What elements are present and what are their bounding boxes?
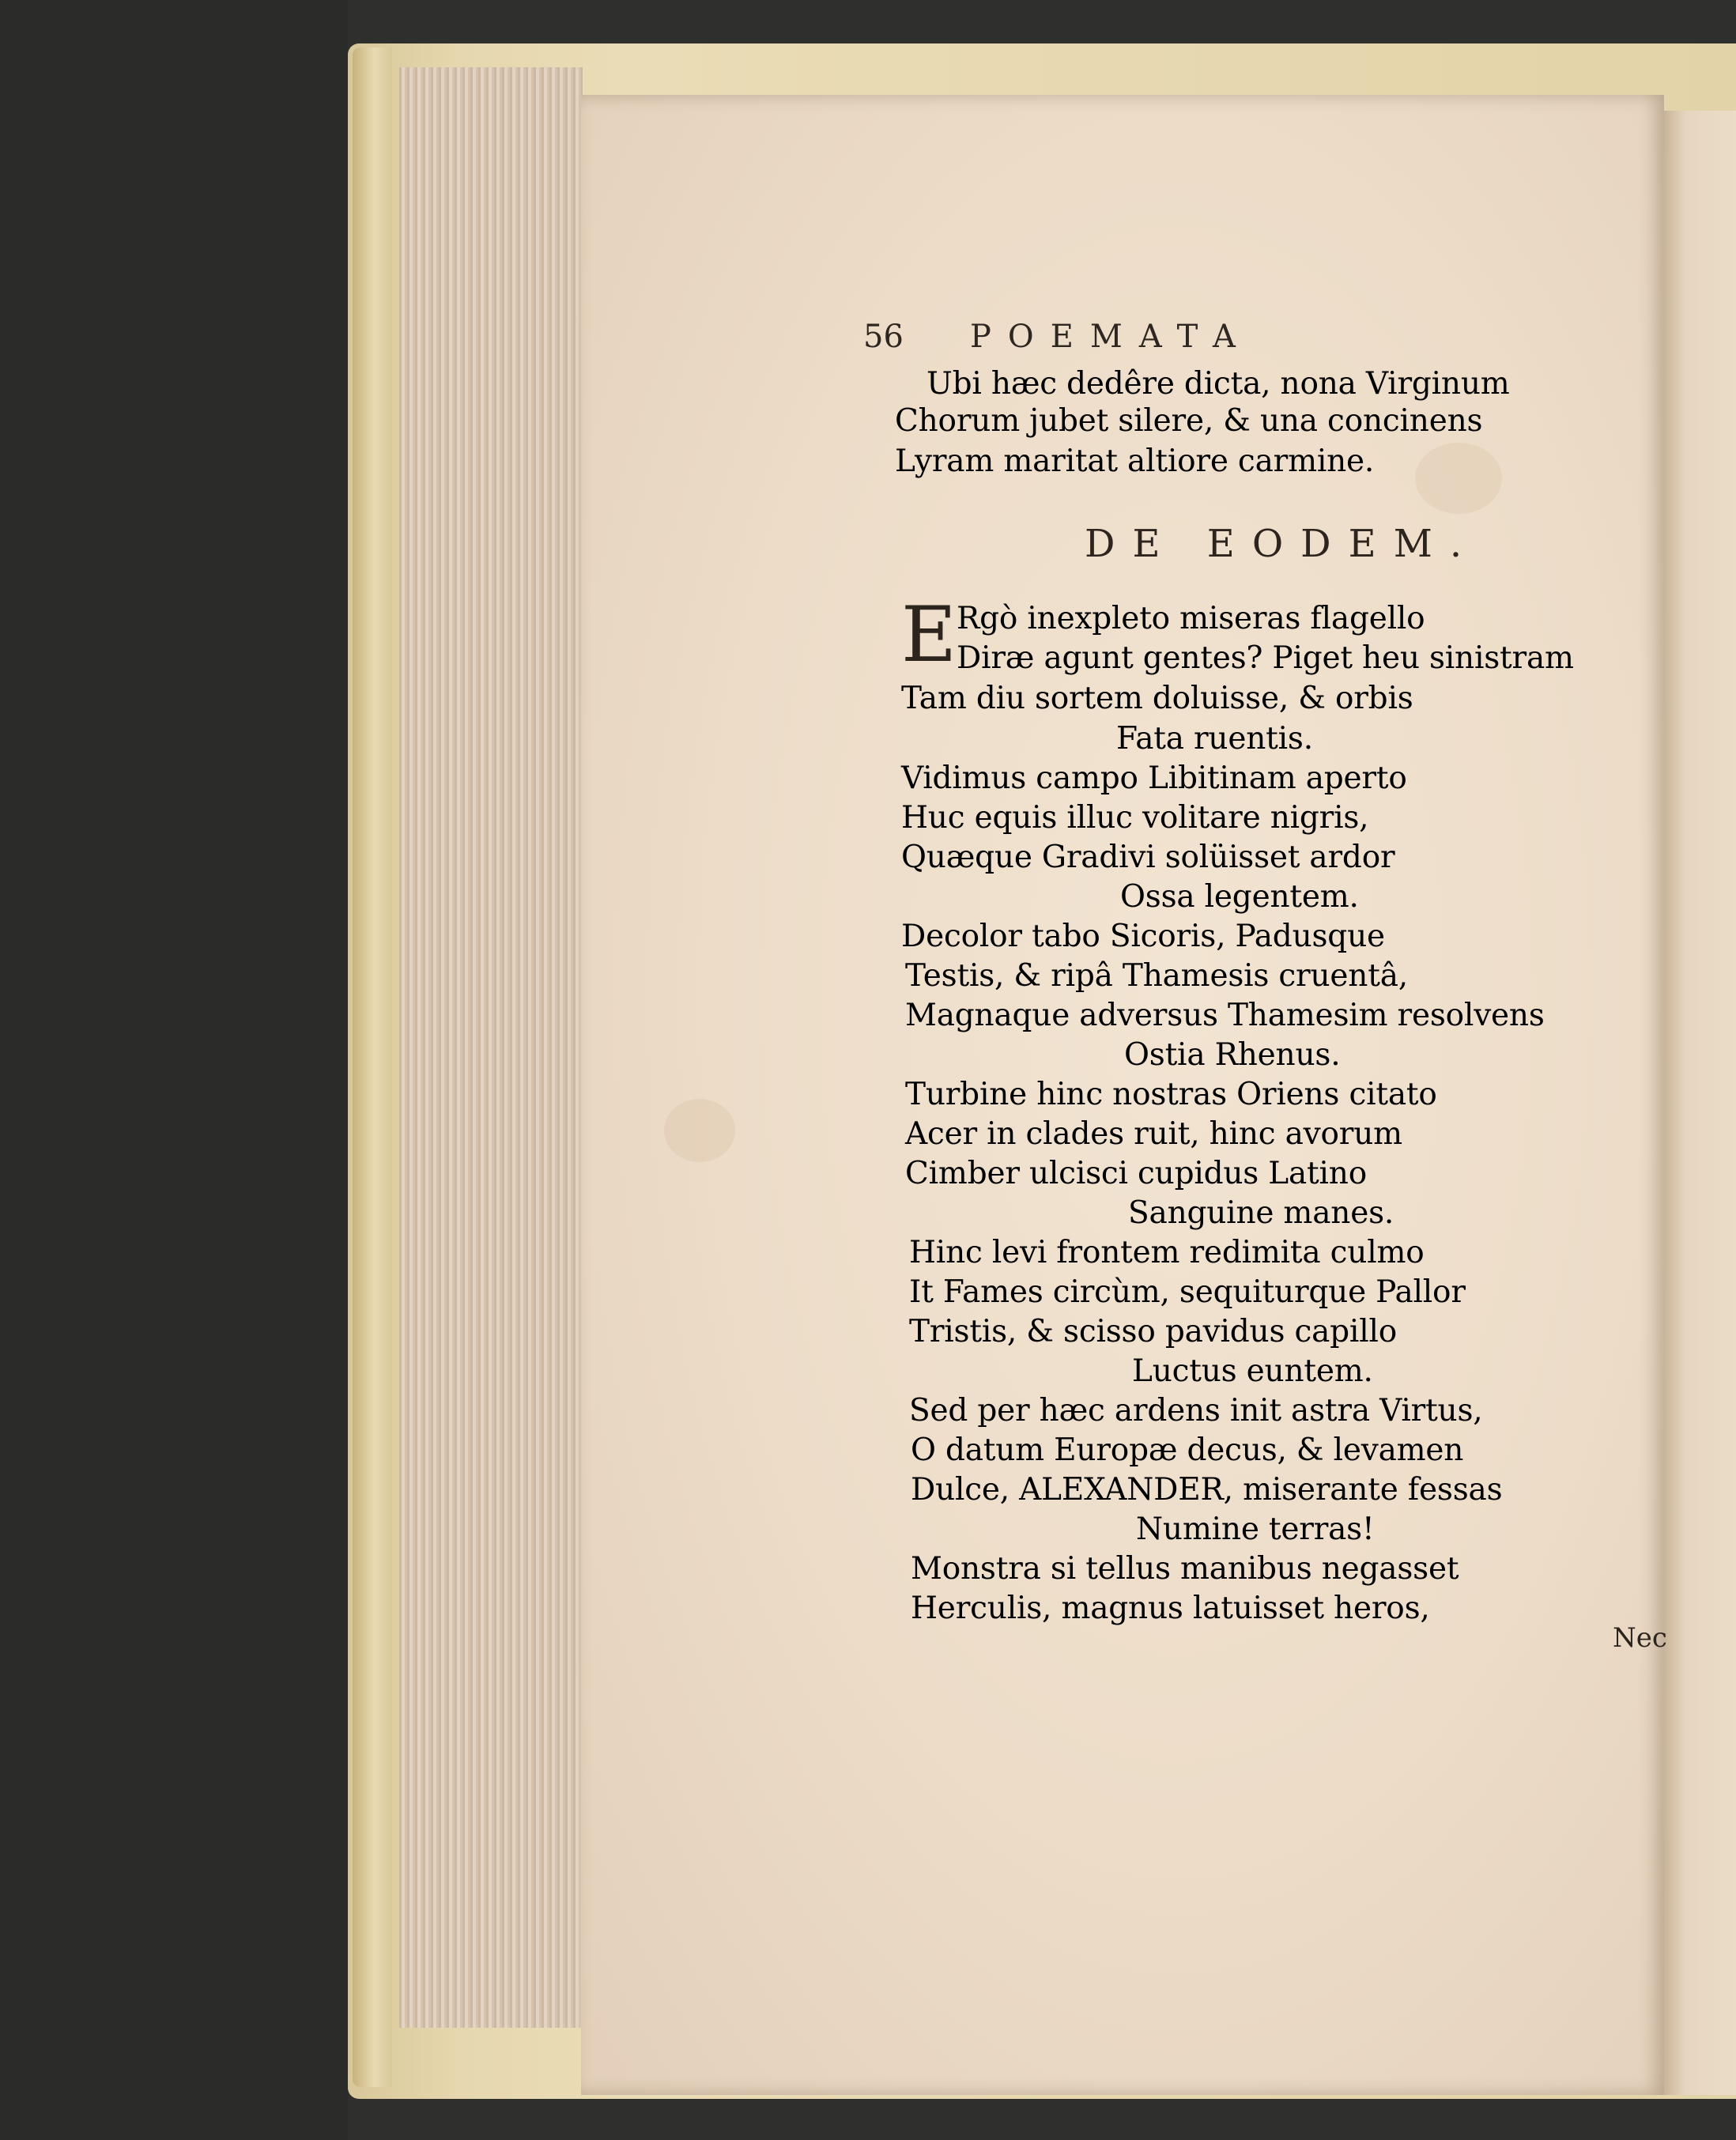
section-title: DE EODEM.: [1085, 522, 1480, 566]
poem-line: Fata ruentis.: [1116, 721, 1313, 757]
facing-page-edge: [1664, 111, 1736, 2095]
page-number: 56: [863, 319, 904, 355]
poem-line: Huc equis illuc volitare nigris,: [901, 800, 1369, 836]
poem-line: Herculis, magnus latuisset heros,: [911, 1591, 1430, 1626]
poem-line: Ostia Rhenus.: [1124, 1037, 1341, 1073]
poem-line: Decolor tabo Sicoris, Padusque: [901, 919, 1385, 954]
poem-line: Rgò inexpleto miseras flagello: [957, 601, 1425, 636]
poem-line: Numine terras!: [1136, 1512, 1375, 1547]
poem-line: Hinc levi frontem redimita culmo: [909, 1235, 1425, 1270]
foxing-stain: [664, 1099, 735, 1162]
poem-line: Testis, & ripâ Thamesis cruentâ,: [905, 958, 1408, 994]
poem-line: Magnaque adversus Thamesim resolvens: [905, 998, 1545, 1033]
running-title: POEMATA: [970, 319, 1252, 355]
poem-line: Acer in clades ruit, hinc avorum: [905, 1116, 1402, 1152]
poem-line: It Fames circùm, sequiturque Pallor: [909, 1274, 1466, 1310]
poem-line: Tam diu sortem doluisse, & orbis: [901, 681, 1413, 716]
poem-line: Luctus euntem.: [1132, 1353, 1373, 1389]
poem-line: Ossa legentem.: [1120, 879, 1359, 915]
poem-line: Dulce, ALEXANDER, miserante fessas: [911, 1472, 1503, 1508]
page-edges: [399, 67, 583, 2028]
poem-line: Vidimus campo Libitinam aperto: [901, 761, 1407, 796]
poem-line: Sed per hæc ardens init astra Virtus,: [909, 1393, 1483, 1429]
intro-line: Ubi hæc dedêre dicta, nona Virginum: [926, 366, 1510, 402]
binding-spine-edge: [353, 47, 392, 2087]
poem-line: Turbine hinc nostras Oriens citato: [905, 1077, 1437, 1112]
poem-line: Tristis, & scisso pavidus capillo: [909, 1314, 1398, 1349]
background-left: [0, 0, 348, 2140]
intro-line: Lyram maritat altiore carmine.: [895, 443, 1375, 479]
poem-line: Monstra si tellus manibus negasset: [911, 1551, 1459, 1587]
foxing-stain: [1415, 443, 1502, 514]
catchword: Nec: [1613, 1622, 1667, 1654]
running-head: [863, 319, 1432, 366]
poem-line: Cimber ulcisci cupidus Latino: [905, 1156, 1367, 1191]
poem-line: Quæque Gradivi solüisset ardor: [901, 840, 1395, 875]
poem-line: Sanguine manes.: [1128, 1195, 1394, 1231]
poem-line: Diræ agunt gentes? Piget heu sinistram: [957, 640, 1574, 676]
drop-cap: E: [901, 591, 957, 679]
poem-line: O datum Europæ decus, & levamen: [911, 1432, 1464, 1468]
intro-line: Chorum jubet silere, & una concinens: [895, 403, 1483, 439]
